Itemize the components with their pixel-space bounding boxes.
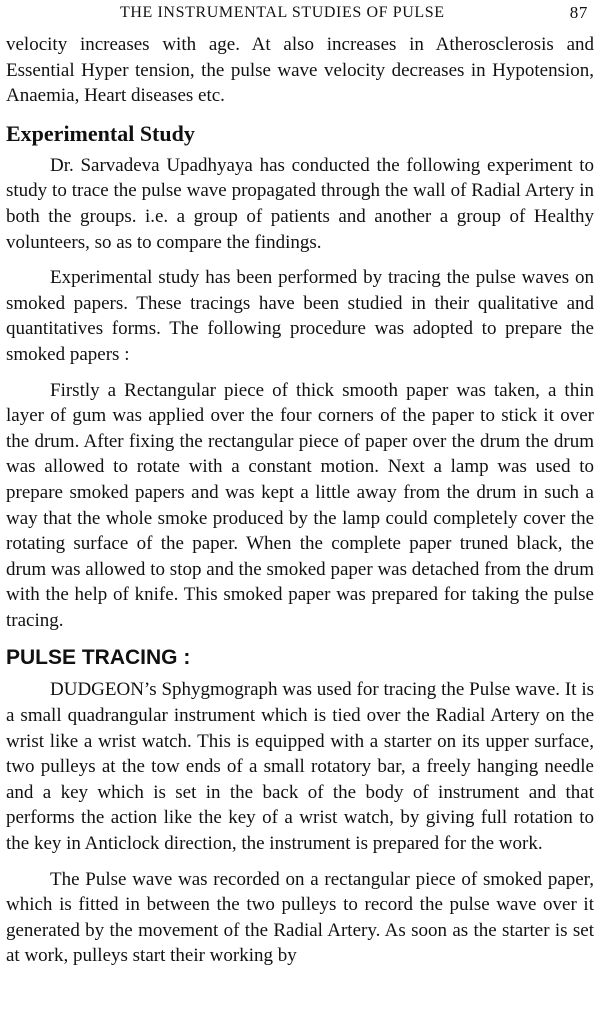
section-heading-pulse-tracing: PULSE TRACING :	[6, 646, 191, 670]
paragraph-experiment-1: Dr. Sarvadeva Upadhyaya has conducted the following experiment to study to trace the pulse wave propagated through the wall of Radial Artery in both the groups. i.e. a group of patients and another a group of Healthy volunteers, so as to compare the findings.	[6, 154, 594, 253]
paragraph-experiment-2: Experimental study has been performed by tracing the pulse waves on smoked papers. These tracings have been studied in their qualitative and quantitatives forms. The following procedure was adopted to prepare the smoked papers :	[6, 267, 594, 365]
paragraph-continued: velocity increases with age. At also increases in Atherosclerosis and Essential Hyper tension, the pulse wave velocity decreases in Hypotension, Anaemia, Heart diseases etc.	[6, 34, 594, 107]
paragraph-tracing-2: The Pulse wave was recorded on a rectangular piece of smoked paper, which is fitted in between the two pulleys to record the pulse wave over it generated by the movement of the Radial Artery. As soon as the starter is set at work, pulleys start their working by	[6, 868, 594, 967]
running-title: THE INSTRUMENTAL STUDIES OF PULSE	[120, 4, 445, 21]
body-text	[6, 32, 594, 979]
page-number: 87	[569, 3, 588, 22]
paragraph-experiment-3: Firstly a Rectangular piece of thick smooth paper was taken, a thin layer of gum was applied over the four corners of the paper to stick it over the drum. After fixing the rectangular piece of paper over the drum the drum was allowed to rotate with a constant motion. Next a lamp was used to prepare smoked papers and was kept a little away from the drum in such a way that the whole smoke produced by the lamp could completely cover the rotating surface of the paper. When the complete paper truned black, the drum was allowed to stop and the smoked paper was detached from the drum with the help of knife. This smoked paper was prepared for taking the pulse tracing.	[6, 379, 594, 631]
section-heading-experimental-study: Experimental Study	[6, 120, 195, 146]
paragraph-tracing-1: DUDGEON’s Sphygmograph was used for tracing the Pulse wave. It is a small quadrangular instrument which is tied over the Radial Artery on the wrist like a wrist watch. This is equipped with a starter on its upper surface, two pulleys at the tow ends of a small rotatory bar, a freely hanging needle and a key which is set in the back of the body of instrument and that performs the action like the key of a wrist watch, by giving full rotation to the key in Anticlock direction, the instrument is prepared for the work.	[6, 679, 594, 855]
running-head	[6, 0, 594, 26]
